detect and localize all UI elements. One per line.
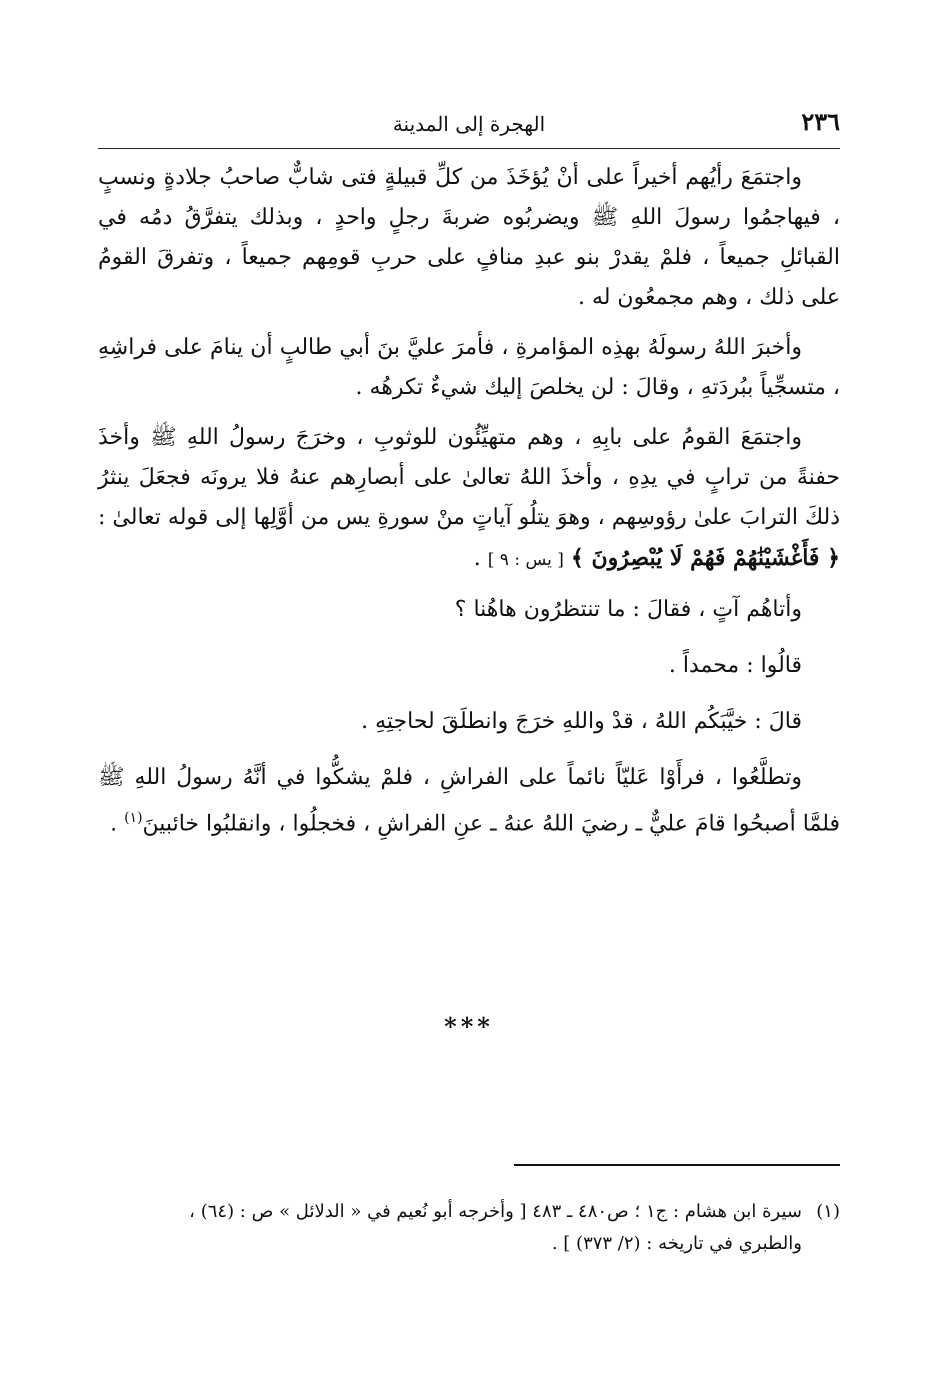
chapter-title: الهجرة إلى المدينة <box>392 112 546 136</box>
paragraph-1 <box>98 158 840 318</box>
paragraph-text: قالُوا : محمداً . <box>668 653 802 678</box>
paragraph-text-end: . <box>473 546 488 571</box>
paragraph-text: وأخبرَ اللهُ رسولَهُ بهذِه المؤامرةِ ، فأمرَ عليَّ بنَ أبي طالبٍ أن ينامَ على فراشِهِ ، متسجِّياً ببُردَتهِ ، وقالَ : لن يخلصَ إليك شيءٌ تكرهُه . <box>98 335 840 400</box>
paragraph-text: واجتمَعَ رأيُهم أخيراً على أنْ يُؤخَذَ من كلِّ قبيلةٍ فتى شابٌّ صاحبُ جلادةٍ ونسبٍ ، فيهاجمُوا رسولَ اللهِ ﷺ ويضربُوه ضربةَ رجلٍ واحدٍ ، وبذلك يتفرَّقُ دمُه في القبائلِ جميعاً ، فلمْ يقدرْ بنو عبدِ منافٍ على حربِ قومِهم جميعاً ، وتفرقَ القومُ على ذلك ، وهم مجمعُون له . <box>98 165 840 310</box>
paragraph-text: وأتاهُم آتٍ ، فقالَ : ما تنتظرُون هاهُنا ؟ <box>454 597 802 622</box>
paragraph-3 <box>98 418 840 580</box>
paragraph-text: واجتمَعَ القومُ على بابِهِ ، وهم متهيِّئُون للوثوبِ ، وخرَجَ رسولُ اللهِ ﷺ وأخذَ حفنةً من ترابٍ في يدِهِ ، وأخذَ اللهُ تعالىٰ على أبصارِهم عنهُ فلا يرونَه فجعَلَ ينثرُ ذلكَ الترابَ علىٰ رؤوسِهم ، وهوَ يتلُو آياتٍ منْ سورةِ يس من أوَّلِها إلى قوله تعالىٰ : <box>98 425 840 530</box>
paragraph-text: وتطلَّعُوا ، فرأَوْا عَليّاً نائماً على الفراشِ ، فلمْ يشكُّوا في أنَّهُ رسولُ اللهِ ﷺ فلمَّا أصبحُوا قامَ عليٌّ ـ رضيَ اللهُ عنهُ ـ عنِ الفراشِ ، فخجلُوا ، وانقلبُوا خائبينَ <box>98 765 840 837</box>
footnote-marker[interactable]: (١) <box>124 810 143 826</box>
quran-verse: ﴿ فَأَغْشَيْنَٰهُمْ فَهُمْ لَا يُبْصِرُونَ ﴾ <box>570 545 840 571</box>
section-separator: *** <box>444 1012 494 1041</box>
paragraph-text-end: . <box>110 811 125 837</box>
footnote-1 <box>98 1196 840 1260</box>
main-text <box>98 158 840 854</box>
footnote-number: (١) <box>816 1201 840 1222</box>
paragraph-2 <box>98 328 840 408</box>
header-rule <box>98 148 840 149</box>
running-header <box>98 106 840 142</box>
paragraph-6 <box>98 702 840 742</box>
page-number: ٢٣٦ <box>801 107 840 136</box>
book-page <box>98 0 840 1374</box>
paragraph-4 <box>98 590 840 630</box>
footnote-line-2: والطبري في تاريخه : (٢/ ٣٧٣) ] . <box>551 1233 802 1254</box>
footnote-rule <box>514 1164 840 1166</box>
paragraph-text: قالَ : خيَّبَكُم اللهُ ، قدْ واللهِ خرَجَ وانطلَقَ لحاجتِهِ . <box>361 709 802 734</box>
paragraph-7 <box>98 758 840 844</box>
footnote-text: سيرة ابن هشام : ج١ ؛ ص٤٨٠ ـ ٤٨٣ [ وأخرجه أبو نُعيم في « الدلائل » ص : (٦٤) ، <box>189 1201 802 1222</box>
verse-reference: [ يس : ٩ ] <box>487 550 564 570</box>
footnote-line-1 <box>98 1196 840 1228</box>
paragraph-5 <box>98 646 840 686</box>
